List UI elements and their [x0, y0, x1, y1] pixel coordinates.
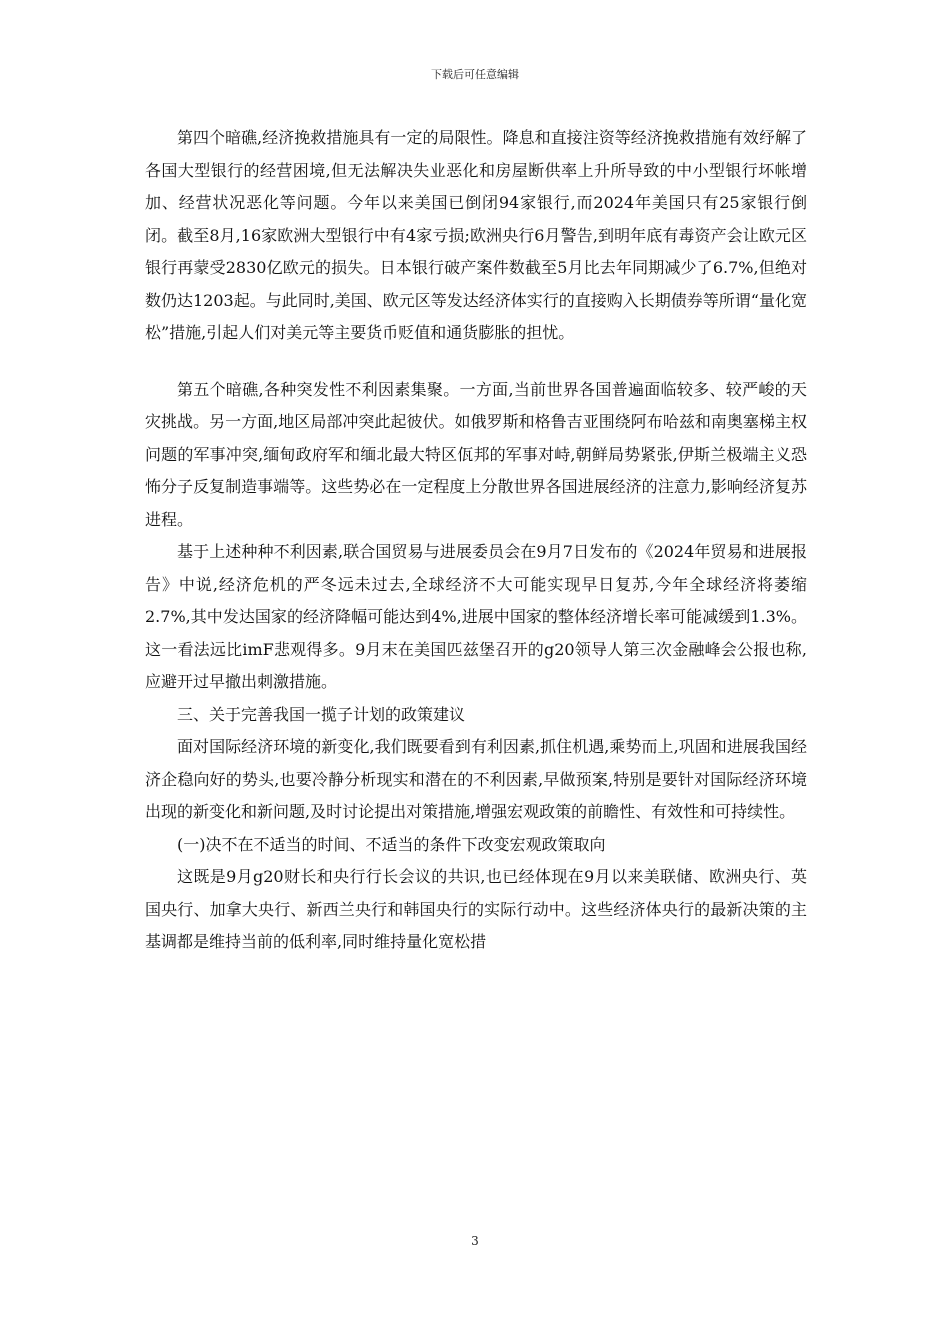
paragraph-g20-consensus: 这既是9月g20财长和央行行长会议的共识,也已经体现在9月以来美联储、欧洲央行、英国央行、加拿大央行、新西兰央行和韩国央行的实际行动中。这些经济体央行的最新决策的主基调都是维持当前的低利率,同时维持量化宽松措: [145, 867, 807, 951]
paragraph-spacer: [145, 350, 807, 374]
paragraph-fifth-reef: 第五个暗礁,各种突发性不利因素集聚。一方面,当前世界各国普遍面临较多、较严峻的天灾挑战。另一方面,地区局部冲突此起彼伏。如俄罗斯和格鲁吉亚围绕阿布哈兹和南奥塞梯主权问题的军事冲突,缅甸政府军和缅北最大特区佤邦的军事对峙,朝鲜局势紧张,伊斯兰极端主义恐怖分子反复制造事端等。这些势必在一定程度上分散世界各国进展经济的注意力,影响经济复苏进程。: [145, 379, 807, 529]
subsection-heading: (一)决不在不适当的时间、不适当的条件下改变宏观政策取向: [177, 834, 606, 854]
page-number: 3: [471, 1234, 479, 1248]
paragraph-policy-intro: 面对国际经济环境的新变化,我们既要看到有利因素,抓住机遇,乘势而上,巩固和进展我国经济企稳向好的势头,也要冷静分析现实和潜在的不利因素,早做预案,特别是要针对国际经济环境出现的新变化和新问题,及时讨论提出对策措施,增强宏观政策的前瞻性、有效性和可持续性。: [145, 737, 807, 821]
document-body: [145, 122, 807, 959]
page-header-note: 下载后可任意编辑: [431, 68, 519, 81]
section-heading: 三、关于完善我国一揽子计划的政策建议: [177, 704, 466, 724]
paragraph-un-report: 基于上述种种不利因素,联合国贸易与进展委员会在9月7日发布的《2024年贸易和进展报告》中说,经济危机的严冬远未过去,全球经济不大可能实现早日复苏,今年全球经济将萎缩2.7%,其中发达国家的经济降幅可能达到4%,进展中国家的整体经济增长率可能减缓到1.3%。这一看法远比imF悲观得多。9月末在美国匹兹堡召开的g20领导人第三次金融峰会公报也称,应避开过早撤出刺激措施。: [145, 542, 807, 691]
paragraph-fourth-reef: 第四个暗礁,经济挽救措施具有一定的局限性。降息和直接注资等经济挽救措施有效纾解了各国大型银行的经营困境,但无法解决失业恶化和房屋断供率上升所导致的中小型银行坏帐增加、经营状况恶化等问题。今年以来美国已倒闭94家银行,而2024年美国只有25家银行倒闭。截至8月,16家欧洲大型银行中有4家亏损;欧洲央行6月警告,到明年底有毒资产会让欧元区银行再蒙受2830亿欧元的损失。日本银行破产案件数截至5月比去年同期减少了6.7%,但绝对数仍达1203起。与此同时,美国、欧元区等发达经济体实行的直接购入长期债券等所谓“量化宽松”措施,引起人们对美元等主要货币贬值和通货膨胀的担忧。: [145, 128, 807, 342]
